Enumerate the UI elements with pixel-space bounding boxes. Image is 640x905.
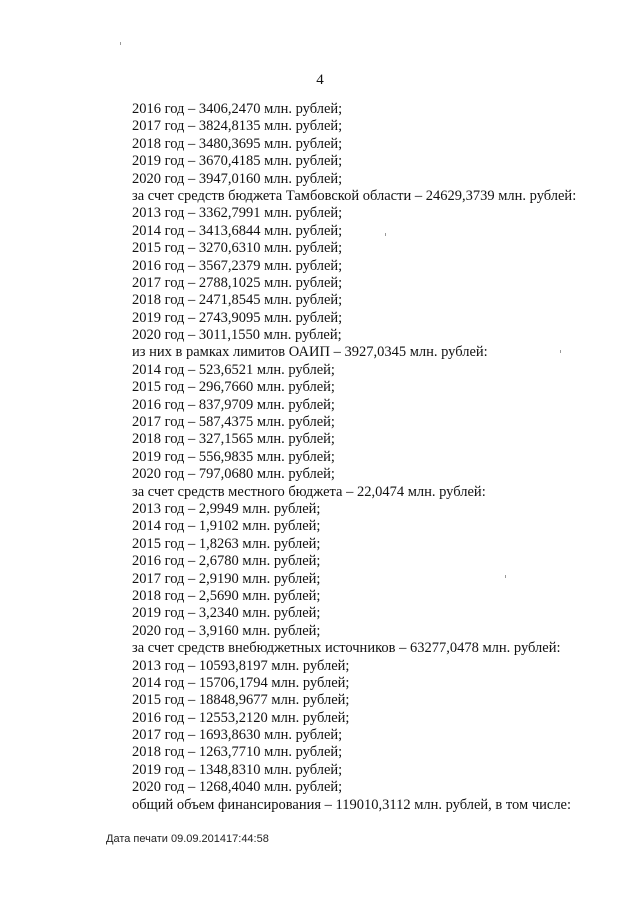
text-line: 2019 год – 3670,4185 млн. рублей;: [132, 153, 343, 170]
text-line: 2018 год – 327,1565 млн. рублей;: [132, 431, 335, 448]
section-heading-extrabudgetary: за счет средств внебюджетных источников – 63277,0478 млн. рублей:: [132, 640, 561, 657]
text-line: 2018 год – 1263,7710 млн. рублей;: [132, 744, 343, 761]
text-line: 2015 год – 1,8263 млн. рублей;: [132, 535, 321, 552]
section-heading-total-financing: общий объем финансирования – 119010,3112 млн. рублей, в том числе:: [132, 796, 572, 813]
text-line: 2017 год – 3824,8135 млн. рублей;: [132, 118, 343, 135]
text-line: 2020 год – 797,0680 млн. рублей;: [132, 466, 335, 483]
scan-speck: [560, 350, 561, 353]
scan-speck: [505, 575, 506, 578]
text-line: 2020 год – 3011,1550 млн. рублей;: [132, 327, 342, 344]
text-line: 2014 год – 3413,6844 млн. рублей;: [132, 222, 343, 239]
text-line: 2014 год – 1,9102 млн. рублей;: [132, 518, 321, 535]
text-line: 2016 год – 3406,2470 млн. рублей;: [132, 101, 343, 117]
text-line: 2016 год – 12553,2120 млн. рублей;: [132, 709, 350, 726]
text-line: 2016 год – 2,6780 млн. рублей;: [132, 553, 321, 570]
text-line: 2019 год – 1348,8310 млн. рублей;: [132, 761, 343, 778]
text-line: 2015 год – 18848,9677 млн. рублей;: [132, 692, 350, 709]
text-line: 2014 год – 523,6521 млн. рублей;: [132, 361, 335, 378]
text-line: 2018 год – 3480,3695 млн. рублей;: [132, 135, 343, 152]
text-line: 2019 год – 556,9835 млн. рублей;: [132, 448, 335, 465]
section-heading-oaip-limits: из них в рамках лимитов ОАИП – 3927,0345 млн. рублей:: [132, 344, 488, 361]
text-line: 2014 год – 15706,1794 млн. рублей;: [132, 674, 350, 691]
section-heading-regional-budget: за счет средств бюджета Тамбовской области – 24629,3739 млн. рублей:: [132, 187, 577, 204]
text-line: 2020 год – 1268,4040 млн. рублей;: [132, 779, 343, 796]
text-line: 2013 год – 3362,7991 млн. рублей;: [132, 205, 343, 222]
text-line: 2017 год – 2,9190 млн. рублей;: [132, 570, 321, 587]
text-line: 2015 год – 296,7660 млн. рублей;: [132, 379, 335, 396]
text-line: 2016 год – 837,9709 млн. рублей;: [132, 396, 335, 413]
text-line: 2017 год – 587,4375 млн. рублей;: [132, 414, 335, 431]
text-line: 2020 год – 3947,0160 млн. рублей;: [132, 170, 343, 187]
page-number: 4: [316, 72, 324, 88]
text-line: 2015 год – 3270,6310 млн. рублей;: [132, 240, 343, 257]
text-line: 2019 год – 3,2340 млн. рублей;: [132, 605, 321, 622]
text-line: 2017 год – 2788,1025 млн. рублей;: [132, 274, 343, 291]
text-line: 2018 год – 2471,8545 млн. рублей;: [132, 292, 343, 309]
text-line: 2013 год – 10593,8197 млн. рублей;: [132, 657, 350, 674]
text-line: 2016 год – 3567,2379 млн. рублей;: [132, 257, 343, 274]
text-line: 2017 год – 1693,8630 млн. рублей;: [132, 727, 343, 744]
section-heading-local-budget: за счет средств местного бюджета – 22,0474 млн. рублей:: [132, 483, 486, 500]
scan-speck: [120, 42, 121, 45]
text-line: 2018 год – 2,5690 млн. рублей;: [132, 587, 321, 604]
document-body: [132, 101, 622, 814]
text-line: 2013 год – 2,9949 млн. рублей;: [132, 500, 321, 517]
text-line: 2019 год – 2743,9095 млн. рублей;: [132, 309, 343, 326]
print-date-footer: Дата печати 09.09.201417:44:58: [106, 833, 269, 845]
scan-speck: [385, 233, 386, 236]
text-line: 2020 год – 3,9160 млн. рублей;: [132, 622, 321, 639]
